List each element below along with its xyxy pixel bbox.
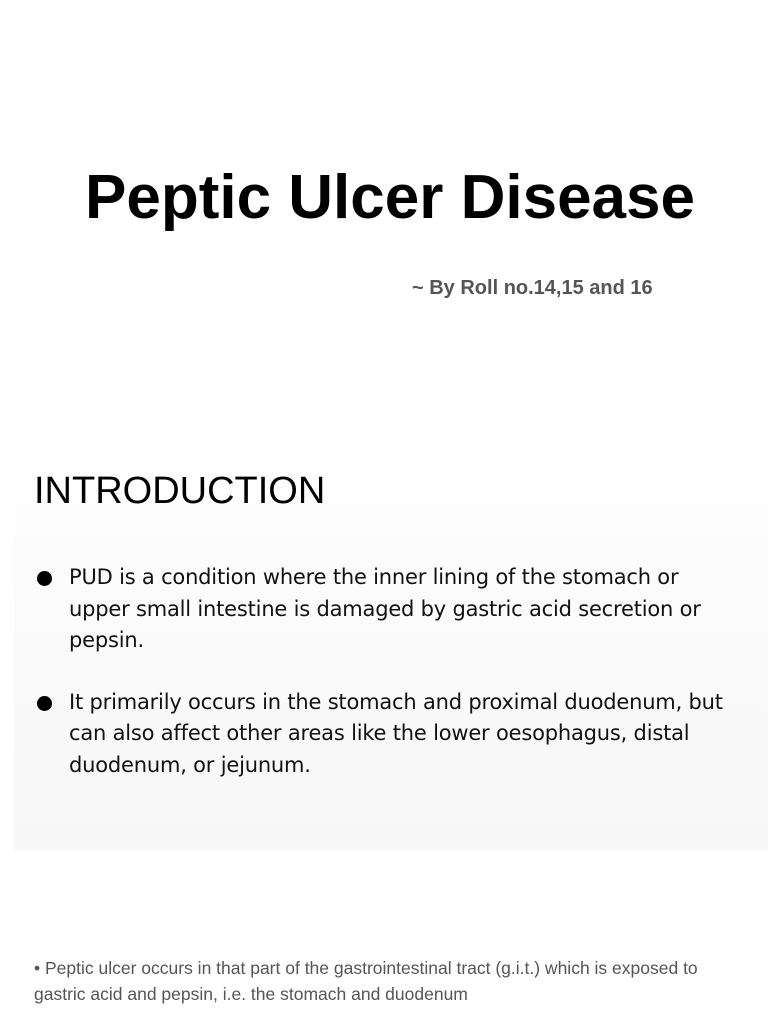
- bullet-dot-icon: [37, 571, 52, 586]
- slide-title: Peptic Ulcer Disease: [84, 163, 695, 232]
- intro-bullet-list: [34, 562, 744, 811]
- bullet-item: [34, 562, 744, 657]
- footer-note: • Peptic ulcer occurs in that part of the gastrointestinal tract (g.i.t.) which is exposed to gastric acid and pepsin, i.e. the stomach and duodenum: [34, 958, 698, 1004]
- bullet-text: PUD is a condition where the inner lining of the stomach or upper small intestine is damaged by gastric acid secretion or pepsin.: [69, 565, 701, 652]
- bullet-text: It primarily occurs in the stomach and proximal duodenum, but can also affect other areas like the lower oesophagus, distal duodenum, or jejunum.: [69, 689, 723, 777]
- intro-heading: INTRODUCTION: [34, 470, 326, 512]
- bullet-item: [34, 687, 744, 782]
- slide-subtitle: ~ By Roll no.14,15 and 16: [412, 277, 653, 299]
- bullet-dot-icon: [37, 696, 52, 711]
